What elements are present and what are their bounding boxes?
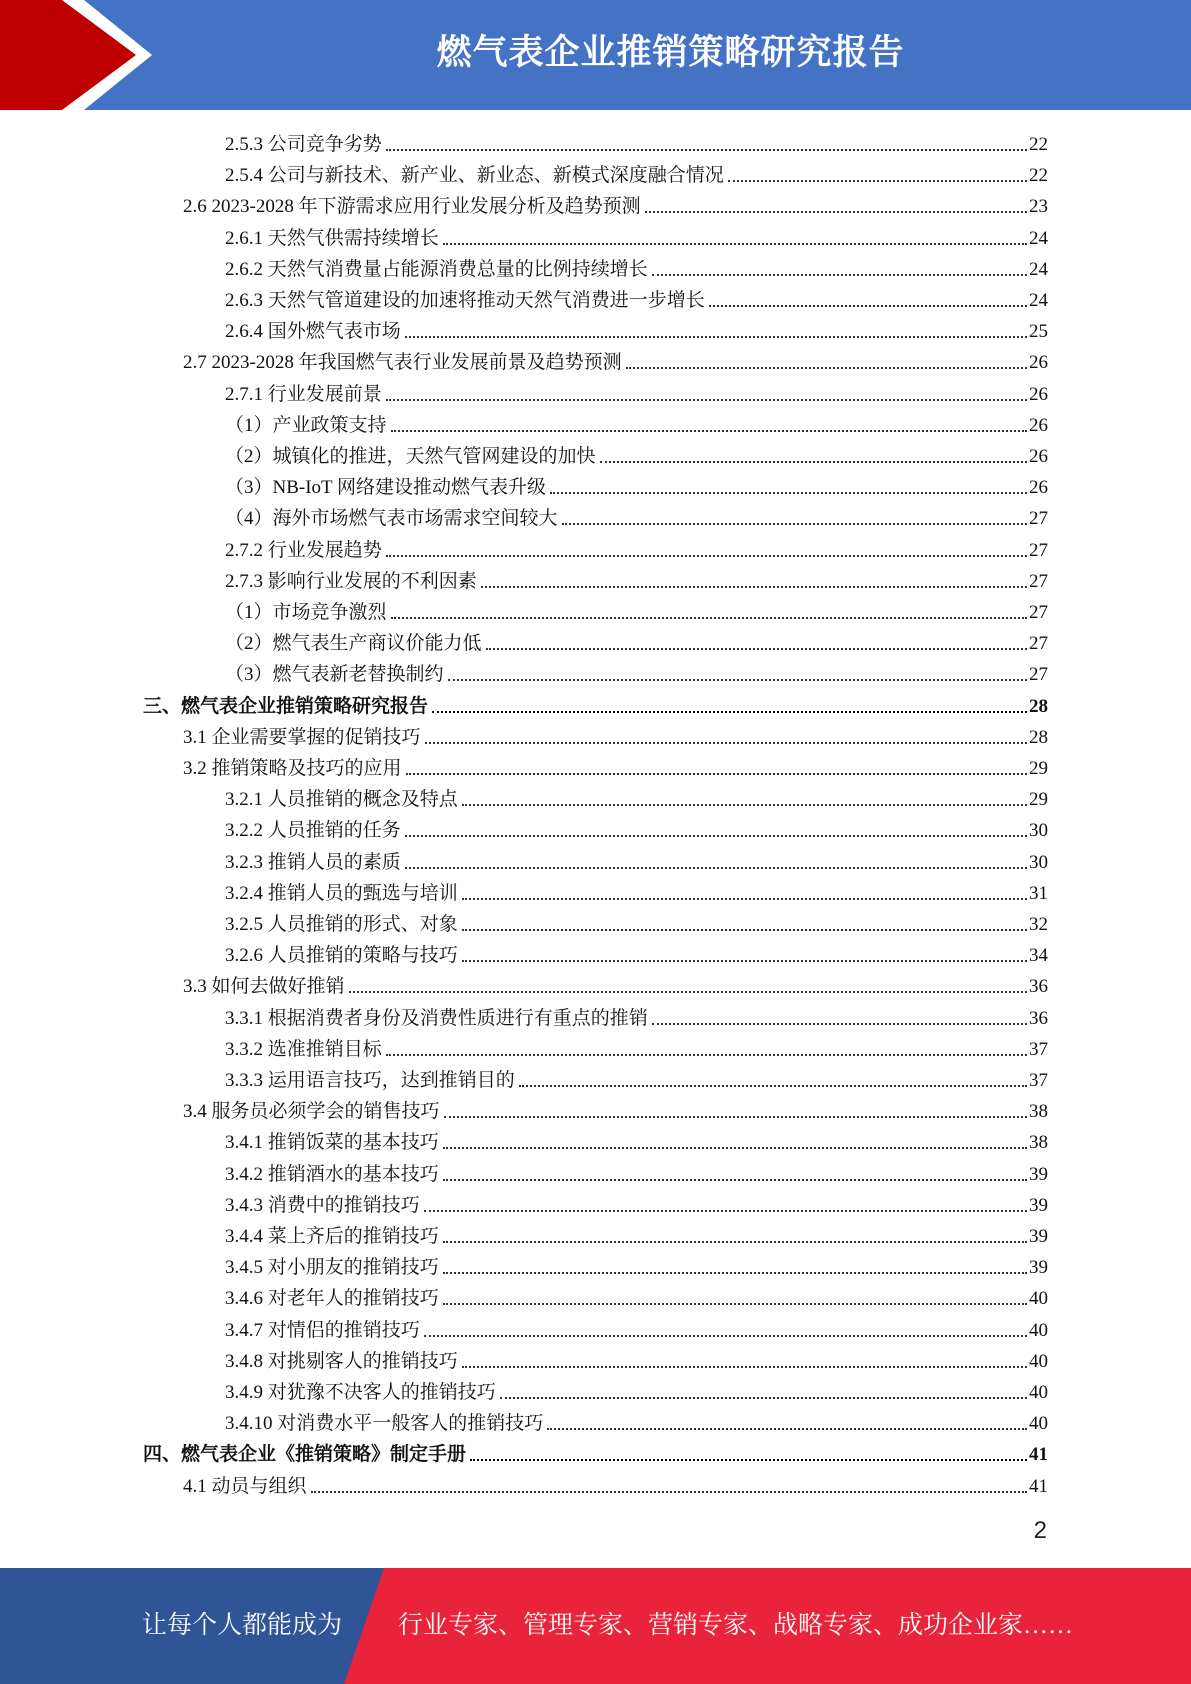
- toc-entry-label: 2.6 2023-2028 年下游需求应用行业发展分析及趋势预测: [183, 196, 641, 218]
- toc-entry[interactable]: [143, 689, 1048, 720]
- toc-entry[interactable]: [225, 158, 1048, 189]
- toc-dot-leader: [600, 461, 1027, 463]
- toc-dot-leader: [462, 929, 1027, 931]
- toc-entry-page: 34: [1029, 945, 1048, 967]
- toc-entry-label: 3.2.3 推销人员的素质: [225, 851, 401, 873]
- toc-dot-leader: [519, 1085, 1027, 1087]
- toc-dot-leader: [443, 1147, 1027, 1149]
- toc-entry-label: 3.3.1 根据消费者身份及消费性质进行有重点的推销: [225, 1007, 648, 1029]
- toc-entry-label: 3.4.8 对挑剔客人的推销技巧: [225, 1350, 458, 1372]
- toc-entry-label: 2.5.3 公司竞争劣势: [225, 134, 382, 155]
- toc-entry-label: 2.5.4 公司与新技术、新产业、新业态、新模式深度融合情况: [225, 165, 724, 187]
- toc-entry[interactable]: [225, 127, 1048, 158]
- toc-entry-label: （3）燃气表新老替换制约: [225, 664, 444, 686]
- toc-dot-leader: [550, 492, 1027, 494]
- toc-entry[interactable]: [225, 938, 1048, 969]
- toc-entry-label: 2.6.2 天然气消费量占能源消费总量的比例持续增长: [225, 258, 648, 280]
- toc-entry-page: 22: [1029, 165, 1048, 187]
- toc-entry-page: 23: [1029, 196, 1048, 218]
- toc-entry-page: 27: [1029, 602, 1048, 623]
- toc-entry[interactable]: [183, 345, 1048, 376]
- toc-entry-page: 26: [1029, 477, 1048, 499]
- toc-entry-page: 27: [1029, 539, 1048, 561]
- toc-dot-leader: [349, 991, 1027, 993]
- toc-entry[interactable]: [225, 564, 1048, 595]
- toc-entry-label: 4.1 动员与组织: [183, 1475, 307, 1497]
- toc-entry-label: 3.2.4 推销人员的甄选与培训: [225, 882, 458, 904]
- page-footer: [0, 1568, 1191, 1684]
- toc-dot-leader: [444, 1116, 1027, 1118]
- toc-entry-page: 40: [1029, 1413, 1048, 1435]
- toc-dot-leader: [443, 1179, 1027, 1181]
- toc-entry-page: 39: [1029, 1194, 1048, 1216]
- toc-entry-label: （4）海外市场燃气表市场需求空间较大: [225, 508, 558, 530]
- toc-entry-label: 2.7.3 影响行业发展的不利因素: [225, 570, 477, 592]
- toc-entry[interactable]: [183, 751, 1048, 782]
- toc-dot-leader: [391, 617, 1027, 619]
- toc-entry-page: 39: [1029, 1257, 1048, 1279]
- toc-dot-leader: [443, 243, 1027, 245]
- toc-entry-page: 26: [1029, 414, 1048, 436]
- toc-entry[interactable]: [225, 626, 1048, 657]
- toc-dot-leader: [547, 1428, 1027, 1430]
- toc-entry-page: 27: [1029, 570, 1048, 592]
- toc-entry[interactable]: [225, 1219, 1048, 1250]
- toc-dot-leader: [448, 679, 1027, 681]
- toc-entry-label: 3.3 如何去做好推销: [183, 976, 345, 998]
- toc-entry-label: 2.6.3 天然气管道建设的加速将推动天然气消费进一步增长: [225, 290, 705, 311]
- toc-entry[interactable]: [225, 1063, 1048, 1094]
- toc-entry-label: 3.4 服务员必须学会的销售技巧: [183, 1101, 440, 1123]
- toc-entry-label: 3.4.10 对消费水平一般客人的推销技巧: [225, 1413, 544, 1435]
- toc-entry-label: （2）燃气表生产商议价能力低: [225, 633, 482, 655]
- toc-entry-label: 3.4.6 对老年人的推销技巧: [225, 1288, 439, 1310]
- toc-entry-page: 26: [1029, 352, 1048, 374]
- toc-entry-label: 3.2.5 人员推销的形式、对象: [225, 914, 458, 935]
- toc-entry[interactable]: [225, 533, 1048, 564]
- toc-entry-page: 38: [1029, 1132, 1048, 1154]
- toc-dot-leader: [405, 867, 1027, 869]
- toc-entry-label: （3）NB-IoT 网络建设推动燃气表升级: [225, 477, 547, 499]
- toc-entry-label: 四、燃气表企业《推销策略》制定手册: [143, 1444, 467, 1466]
- toc-entry-page: 40: [1029, 1382, 1048, 1403]
- toc-entry-page: 25: [1029, 321, 1048, 343]
- toc-dot-leader: [462, 804, 1027, 806]
- toc-dot-leader: [645, 211, 1027, 213]
- toc-entry[interactable]: [225, 657, 1048, 688]
- toc-entry[interactable]: [183, 1469, 1048, 1500]
- page-header: [0, 0, 1191, 110]
- toc-entry[interactable]: [225, 1188, 1048, 1219]
- toc-entry-label: 2.6.4 国外燃气表市场: [225, 321, 401, 343]
- toc-entry-label: 3.2.2 人员推销的任务: [225, 820, 401, 842]
- toc-entry[interactable]: [225, 1001, 1048, 1032]
- toc-entry-label: 3.4.4 菜上齐后的推销技巧: [225, 1226, 439, 1247]
- toc-dot-leader: [443, 1272, 1027, 1274]
- toc-dot-leader: [462, 1366, 1027, 1368]
- toc-dot-leader: [728, 180, 1027, 182]
- toc-entry-page: 40: [1029, 1319, 1048, 1341]
- toc-entry[interactable]: [225, 408, 1048, 439]
- toc-dot-leader: [386, 149, 1027, 151]
- toc-entry[interactable]: [225, 1406, 1048, 1437]
- toc-entry-page: 27: [1029, 664, 1048, 686]
- toc-dot-leader: [462, 960, 1027, 962]
- page-title: 燃气表企业推销策略研究报告: [436, 33, 905, 73]
- toc-entry[interactable]: [225, 1281, 1048, 1312]
- toc-dot-leader: [462, 898, 1027, 900]
- toc-entry[interactable]: [225, 314, 1048, 345]
- page-number: 2: [1033, 1517, 1047, 1544]
- toc-entry[interactable]: [225, 1157, 1048, 1188]
- toc-entry-page: 30: [1029, 851, 1048, 873]
- toc-entry-label: （2）城镇化的推进，天然气管网建设的加快: [225, 446, 596, 467]
- toc-dot-leader: [709, 305, 1027, 307]
- toc-entry-label: 3.4.5 对小朋友的推销技巧: [225, 1257, 439, 1279]
- toc-entry-page: 26: [1029, 446, 1048, 467]
- toc-entry[interactable]: [183, 969, 1048, 1000]
- toc-entry-page: 36: [1029, 976, 1048, 998]
- toc-entry[interactable]: [225, 595, 1048, 626]
- toc-entry-page: 37: [1029, 1038, 1048, 1060]
- toc-dot-leader: [481, 586, 1027, 588]
- toc-entry-page: 31: [1029, 882, 1048, 904]
- toc-entry-page: 29: [1029, 758, 1048, 779]
- toc-dot-leader: [470, 1459, 1027, 1461]
- toc-entry[interactable]: [225, 1344, 1048, 1375]
- toc-entry[interactable]: [225, 501, 1048, 532]
- toc-entry[interactable]: [183, 720, 1048, 751]
- toc-entry-page: 41: [1029, 1444, 1048, 1466]
- toc-entry-label: 2.7.1 行业发展前景: [225, 383, 382, 405]
- toc-entry-label: 2.7.2 行业发展趋势: [225, 539, 382, 561]
- toc-entry[interactable]: [225, 907, 1048, 938]
- toc-entry-label: 2.7 2023-2028 年我国燃气表行业发展前景及趋势预测: [183, 352, 622, 374]
- toc-dot-leader: [652, 274, 1027, 276]
- toc-dot-leader: [311, 1491, 1027, 1493]
- toc-entry-page: 24: [1029, 227, 1048, 249]
- toc-entry-label: 3.4.3 消费中的推销技巧: [225, 1194, 420, 1216]
- toc-entry[interactable]: [225, 1032, 1048, 1063]
- toc-entry[interactable]: [225, 470, 1048, 501]
- toc-entry-label: 3.3.2 选准推销目标: [225, 1038, 382, 1060]
- toc-entry-page: 28: [1029, 695, 1048, 717]
- toc-entry-label: 3.2.1 人员推销的概念及特点: [225, 789, 458, 811]
- toc-entry-label: 3.3.3 运用语言技巧，达到推销目的: [225, 1070, 515, 1091]
- toc-entry-label: 2.6.1 天然气供需持续增长: [225, 227, 439, 249]
- toc-dot-leader: [652, 1023, 1027, 1025]
- toc-entry[interactable]: [225, 283, 1048, 314]
- toc-dot-leader: [424, 1335, 1027, 1337]
- toc-entry[interactable]: [225, 252, 1048, 283]
- footer-slogan-left: 让每个人都能成为: [142, 1612, 343, 1639]
- toc-entry-label: （1）市场竞争激烈: [225, 602, 387, 623]
- toc-entry-label: 3.2 推销策略及技巧的应用: [183, 758, 402, 779]
- toc-dot-leader: [406, 773, 1027, 775]
- toc-entry-label: 三、燃气表企业推销策略研究报告: [143, 695, 429, 717]
- toc-dot-leader: [500, 1397, 1027, 1399]
- toc-dot-leader: [424, 1210, 1027, 1212]
- toc-dot-leader: [425, 742, 1027, 744]
- toc-entry[interactable]: [143, 1437, 1048, 1468]
- toc-entry-page: 24: [1029, 258, 1048, 280]
- toc-dot-leader: [486, 648, 1027, 650]
- toc-dot-leader: [443, 1303, 1027, 1305]
- toc-entry-page: 22: [1029, 134, 1048, 155]
- footer-slogan-right: 行业专家、管理专家、营销专家、战略专家、成功企业家……: [398, 1612, 1074, 1639]
- toc-entry-page: 39: [1029, 1226, 1048, 1247]
- toc-entry-page: 39: [1029, 1163, 1048, 1185]
- header-arrow-decoration: [0, 0, 170, 110]
- toc-entry[interactable]: [225, 845, 1048, 876]
- toc-entry-label: 3.1 企业需要掌握的促销技巧: [183, 726, 421, 748]
- toc-entry-label: 3.4.2 推销酒水的基本技巧: [225, 1163, 439, 1185]
- toc-dot-leader: [443, 1241, 1027, 1243]
- toc-entry-page: 32: [1029, 914, 1048, 935]
- toc-entry-page: 41: [1029, 1475, 1048, 1497]
- toc-dot-leader: [386, 1054, 1027, 1056]
- toc-dot-leader: [562, 523, 1027, 525]
- toc-entry-page: 27: [1029, 508, 1048, 530]
- toc-entry[interactable]: [225, 813, 1048, 844]
- toc-dot-leader: [386, 555, 1027, 557]
- toc-entry-page: 26: [1029, 383, 1048, 405]
- toc-entry[interactable]: [225, 1313, 1048, 1344]
- toc-entry-label: 3.4.1 推销饭菜的基本技巧: [225, 1132, 439, 1154]
- toc-entry-label: 3.4.9 对犹豫不决客人的推销技巧: [225, 1382, 496, 1403]
- toc-dot-leader: [386, 399, 1027, 401]
- toc-entry[interactable]: [225, 782, 1048, 813]
- toc-entry-page: 38: [1029, 1101, 1048, 1123]
- toc-entry-label: 3.4.7 对情侣的推销技巧: [225, 1319, 420, 1341]
- toc-dot-leader: [391, 430, 1027, 432]
- toc-entry[interactable]: [225, 439, 1048, 470]
- toc-entry-label: 3.2.6 人员推销的策略与技巧: [225, 945, 458, 967]
- toc-entry-page: 40: [1029, 1350, 1048, 1372]
- toc-dot-leader: [405, 835, 1027, 837]
- toc-entry[interactable]: [225, 876, 1048, 907]
- toc-entry-page: 28: [1029, 726, 1048, 748]
- toc-dot-leader: [432, 711, 1027, 713]
- toc-entry[interactable]: [225, 1250, 1048, 1281]
- toc-entry[interactable]: [225, 221, 1048, 252]
- toc-entry-page: 30: [1029, 820, 1048, 842]
- toc-entry[interactable]: [225, 1375, 1048, 1406]
- toc-entry-page: 24: [1029, 290, 1048, 311]
- toc-dot-leader: [626, 367, 1027, 369]
- toc-entry[interactable]: [225, 377, 1048, 408]
- toc-entry-page: 36: [1029, 1007, 1048, 1029]
- toc-entry-page: 40: [1029, 1288, 1048, 1310]
- toc-dot-leader: [405, 336, 1027, 338]
- toc-entry-page: 29: [1029, 789, 1048, 811]
- toc-entry[interactable]: [225, 1125, 1048, 1156]
- toc-entry[interactable]: [183, 1094, 1048, 1125]
- toc-entry[interactable]: [183, 189, 1048, 220]
- toc-entry-page: 27: [1029, 633, 1048, 655]
- toc-entry-label: （1）产业政策支持: [225, 414, 387, 436]
- toc-entry-page: 37: [1029, 1070, 1048, 1091]
